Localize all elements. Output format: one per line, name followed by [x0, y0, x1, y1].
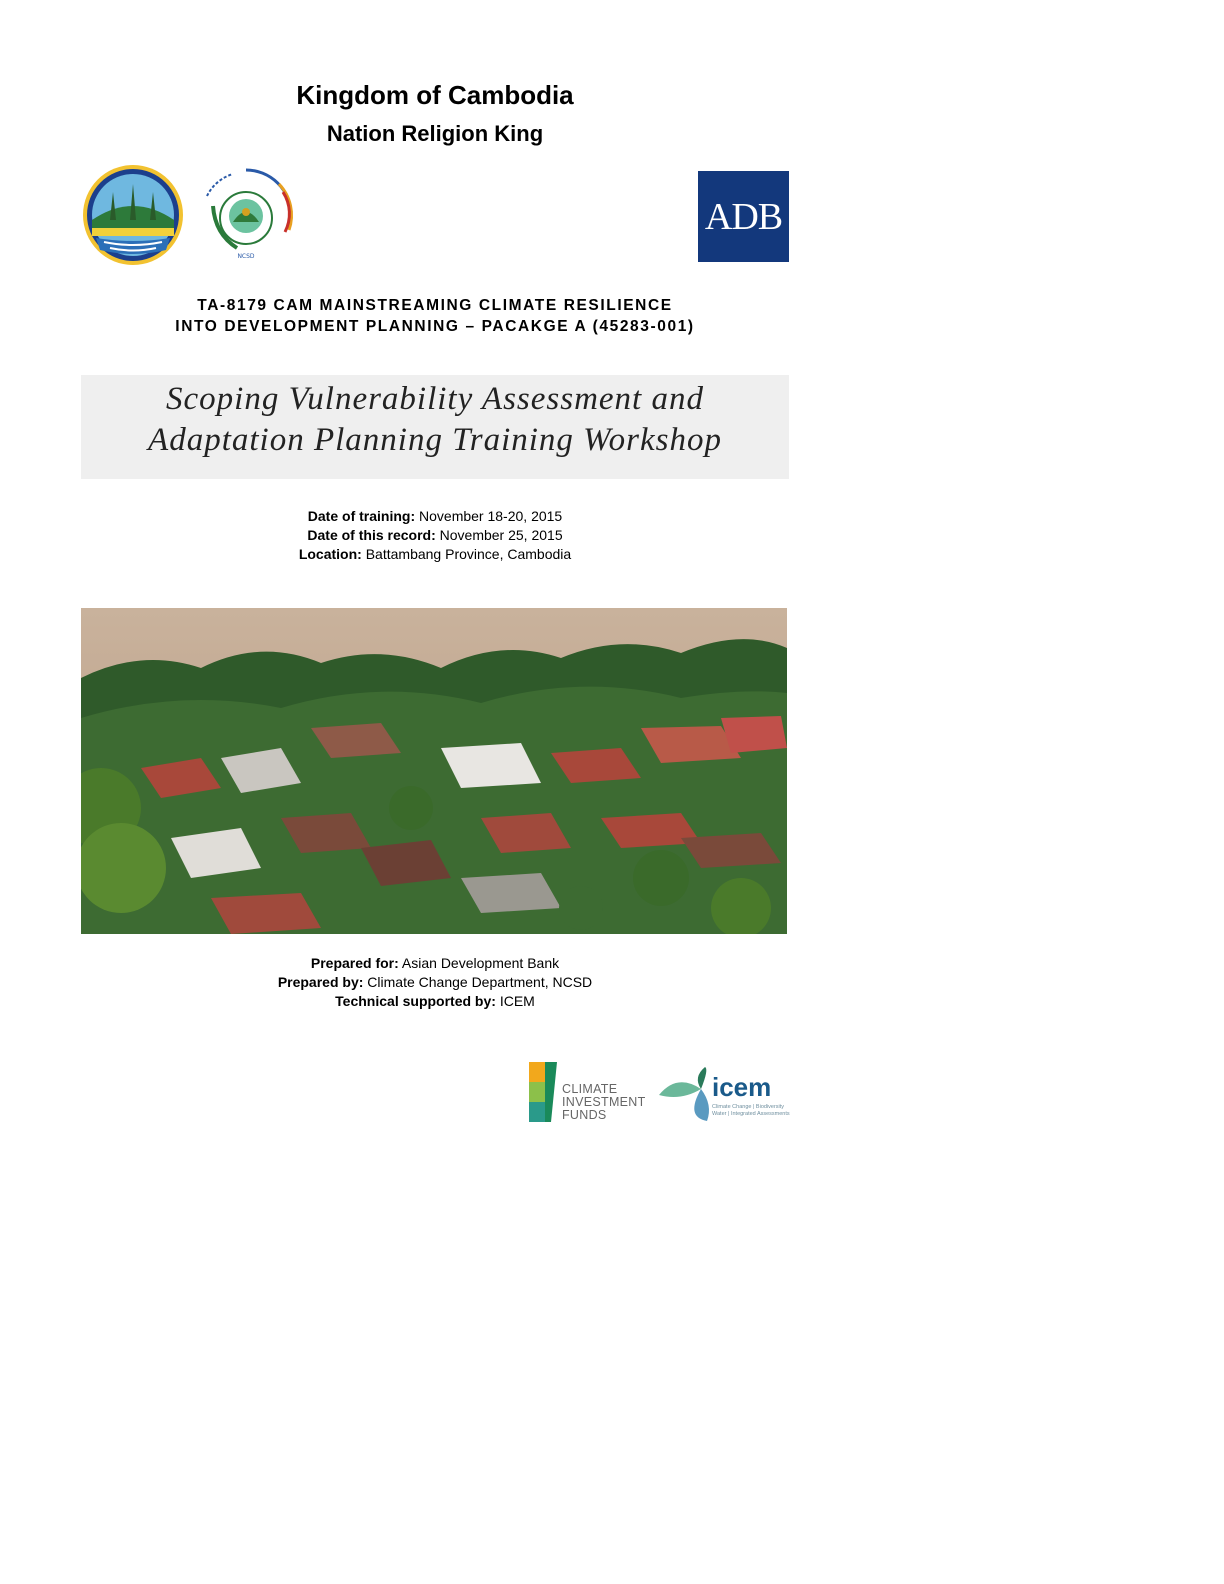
adb-logo	[698, 171, 789, 262]
record-date: Date of this record: November 25, 2015	[307, 527, 563, 543]
icem-tagline: Climate Change | Biodiversity Water | Integrated Assessments	[712, 1104, 790, 1117]
prepared-by: Prepared by: Climate Change Department, NCSD	[277, 974, 593, 990]
ncsd-seal-logo	[193, 162, 299, 268]
report-title-line2: Adaptation Planning Training Workshop	[148, 422, 722, 458]
prepared-for: Prepared for: Asian Development Bank	[310, 955, 560, 971]
country-heading: Kingdom of Cambodia	[296, 80, 574, 110]
icem-logo-text: icem	[712, 1072, 772, 1102]
location: Location: Battambang Province, Cambodia	[298, 546, 572, 562]
village-cover-photo	[81, 608, 787, 934]
project-code-line2: INTO DEVELOPMENT PLANNING – PACAKGE A (45283-001)	[175, 318, 695, 335]
ministry-seal-logo	[80, 162, 186, 268]
adb-logo-text: ADB	[704, 195, 783, 238]
cif-logo-text: CLIMATE INVESTMENT FUNDS	[562, 1082, 646, 1122]
svg-text:NCSD: NCSD	[237, 253, 255, 260]
project-code-line1: TA-8179 CAM MAINSTREAMING CLIMATE RESILIENCE	[197, 297, 673, 314]
motto-heading: Nation Religion King	[326, 121, 544, 146]
training-date: Date of training: November 18-20, 2015	[307, 508, 563, 524]
report-title-line1: Scoping Vulnerability Assessment and	[166, 381, 704, 417]
technical-support: Technical supported by: ICEM	[335, 993, 535, 1009]
